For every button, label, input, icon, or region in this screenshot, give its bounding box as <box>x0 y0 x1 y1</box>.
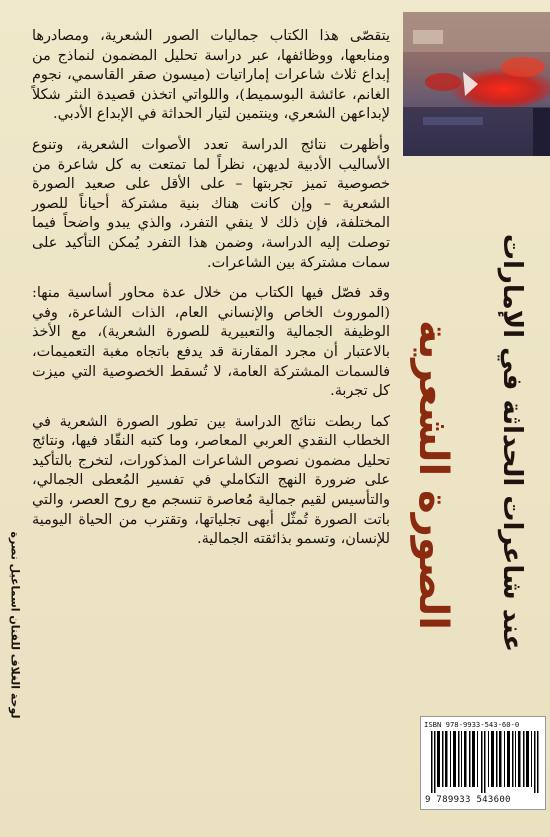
cover-credit <box>8 460 22 790</box>
book-title-text: الصورة الشعرية <box>410 320 456 630</box>
blurb-paragraph-3: وقد فصّل فيها الكتاب من خلال عدة محاور أساسية منها: (الموروث الخاص والإنساني العام، الذات الشاعرة، وفي الوظيفة الجمالية والتعبيرية للصورة الشعرية)، مع الأخذ بالاعتبار أن مجرد المقارنة قد يدفع باتجاه مغبة التعميمات، فالسمات المشتركة العامة، لا تُسقط الخصوصية التي ميزت كل تجربة. <box>32 285 390 400</box>
blurb-paragraph-4: كما ربطت نتائج الدراسة بين تطور الصورة الشعرية في الخطاب النقدي العربي المعاصر، وما كتبه النقّاد فيها، ونتائج تحليل مضمون نصوص الشاعرات المذكورات، لتخرج بالتأكيد على ضرورة النهج التكاملي في تفسير المُعطى الجمالي، والتأسيس لقيم جمالية مُعاصرة تنسجم مع روح العصر، والتي باتت الصورة تُمثّل أبهى تجلياتها، وتقترب من الحياة اليومية للإنسان، وتسمو بذائقته الجمالية. <box>32 413 390 548</box>
barcode-block <box>420 716 546 810</box>
cover-painting-image <box>403 12 550 156</box>
book-subtitle <box>480 233 544 653</box>
book-subtitle-text: عند شاعرات الحداثة في الإمارات <box>497 233 527 653</box>
barcode-number: 9 789933 543600 <box>425 795 511 805</box>
blurb-paragraph-2: وأظهرت نتائج الدراسة تعدد الأصوات الشعرية، وتنوع الأساليب الأدبية لديهن، نظراً لما تمتعت به كل شاعرة من خصوصية تميز تجربتها – على الأقل على صعيد الصورة الشعرية – وإن كانت هناك بنية مشتركة أحياناً للصور المختلفة، فإن ذلك لا ينفي التفرد، والذي يبدو واضحاً فيما توصلت إليه الدراسة، وضمن هذا التفرد يُمكن التأكيد على سمات مشتركة بين الشاعرات. <box>32 136 390 271</box>
painting-svg <box>403 12 550 156</box>
barcode-icon <box>431 731 539 793</box>
isbn-label: ISBN 978-9933-543-60-0 <box>424 720 520 729</box>
book-title <box>378 300 488 650</box>
blurb-text <box>32 27 390 561</box>
blurb-paragraph-1: يتقصّى هذا الكتاب جماليات الصور الشعرية، ومصادرها ومنابعها، ووظائفها، عبر دراسة تحليل المضمون لنماذج من إبداع ثلاث شاعرات إماراتيات (ميسون صقر القاسمي، نجوم الغانم، عائشة البوسميط)، واللواتي اتخذن قصيدة النثر شكلاً لإبداعهن الشعري، وينتمين لتيار الحداثة في الإبداع الأدبي. <box>32 28 390 123</box>
cover-credit-text: لوحة الغلاف للفنان اسماعيل نصرة <box>8 531 22 719</box>
